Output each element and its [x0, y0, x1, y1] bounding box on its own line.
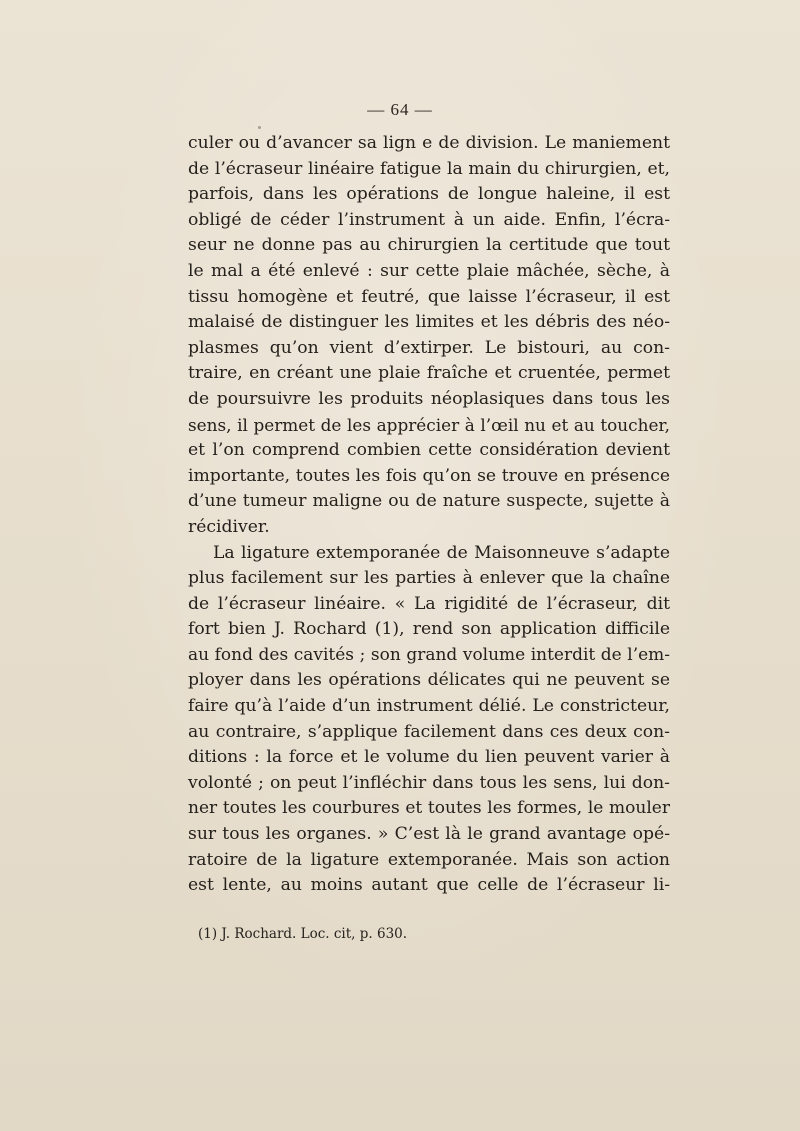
text-line: seur ne donne pas au chirurgien la certitude que tout — [188, 235, 670, 256]
text-line: au contraire, s’applique facilement dans ces deux con- — [188, 721, 670, 742]
text-line: faire qu’à l’aide d’un instrument délié. Le constricteur, — [188, 696, 670, 717]
text-line: ployer dans les opérations délicates qui ne peuvent se — [188, 670, 670, 691]
text-line: culer ou d’avancer sa lign e de division. Le maniement — [188, 133, 670, 153]
text-line: parfois, dans les opérations de longue haleine, il est — [188, 184, 670, 205]
text-line: le mal a été enlevé : sur cette plaie mâchée, sèche, à — [188, 260, 670, 281]
text-line: fort bien J. Rochard (1), rend son application difficile — [188, 619, 670, 640]
text-line: d’une tumeur maligne ou de nature suspecte, sujette à — [188, 491, 670, 512]
text-line: récidiver. — [188, 516, 270, 537]
paper-speck — [258, 126, 261, 129]
text-line: obligé de céder l’instrument à un aide. Enfin, l’écra- — [188, 209, 670, 230]
text-line: ner toutes les courbures et toutes les formes, le mouler — [188, 798, 670, 819]
text-line: plus facilement sur les parties à enlever que la chaîne — [188, 568, 670, 589]
text-line: importante, toutes les fois qu’on se trouve en présence — [188, 465, 670, 486]
text-line: volonté ; on peut l’infléchir dans tous les sens, lui don- — [188, 772, 670, 793]
text-line: de l’écraseur linéaire. « La rigidité de l’écraseur, dit — [188, 593, 670, 614]
text-line: malaisé de distinguer les limites et les débris des néo- — [188, 312, 670, 333]
text-line: sens, il permet de les apprécier à l’œil nu et au toucher, — [188, 414, 670, 435]
body-text — [188, 131, 670, 899]
text-line: ditions : la force et le volume du lien peuvent varier à — [188, 747, 670, 768]
text-line: tissu homogène et feutré, que laisse l’écraseur, il est — [188, 286, 670, 307]
paragraph-2 — [188, 541, 670, 899]
text-line: de l’écraseur linéaire fatigue la main du chirurgien, et, — [188, 158, 670, 179]
text-line: sur tous les organes. » C’est là le grand avantage opé- — [188, 824, 670, 845]
footnote: (1) J. Rochard. Loc. cit, p. 630. — [198, 926, 408, 942]
page-number: — 64 — — [367, 100, 433, 119]
text-line: au fond des cavités ; son grand volume interdit de l’em- — [188, 644, 670, 665]
text-line: plasmes qu’on vient d’extirper. Le bistouri, au con- — [188, 337, 670, 358]
text-line: de poursuivre les produits néoplasiques dans tous les — [188, 388, 670, 409]
text-line: ratoire de la ligature extemporanée. Mais son action — [188, 849, 670, 870]
text-line: est lente, au moins autant que celle de l’écraseur li- — [188, 875, 670, 896]
text-line: La ligature extemporanée de Maisonneuve s’adapte — [213, 542, 670, 563]
text-line: et l’on comprend combien cette considération devient — [188, 440, 670, 461]
paragraph-1 — [188, 131, 670, 541]
text-line: traire, en créant une plaie fraîche et cruentée, permet — [188, 363, 670, 384]
